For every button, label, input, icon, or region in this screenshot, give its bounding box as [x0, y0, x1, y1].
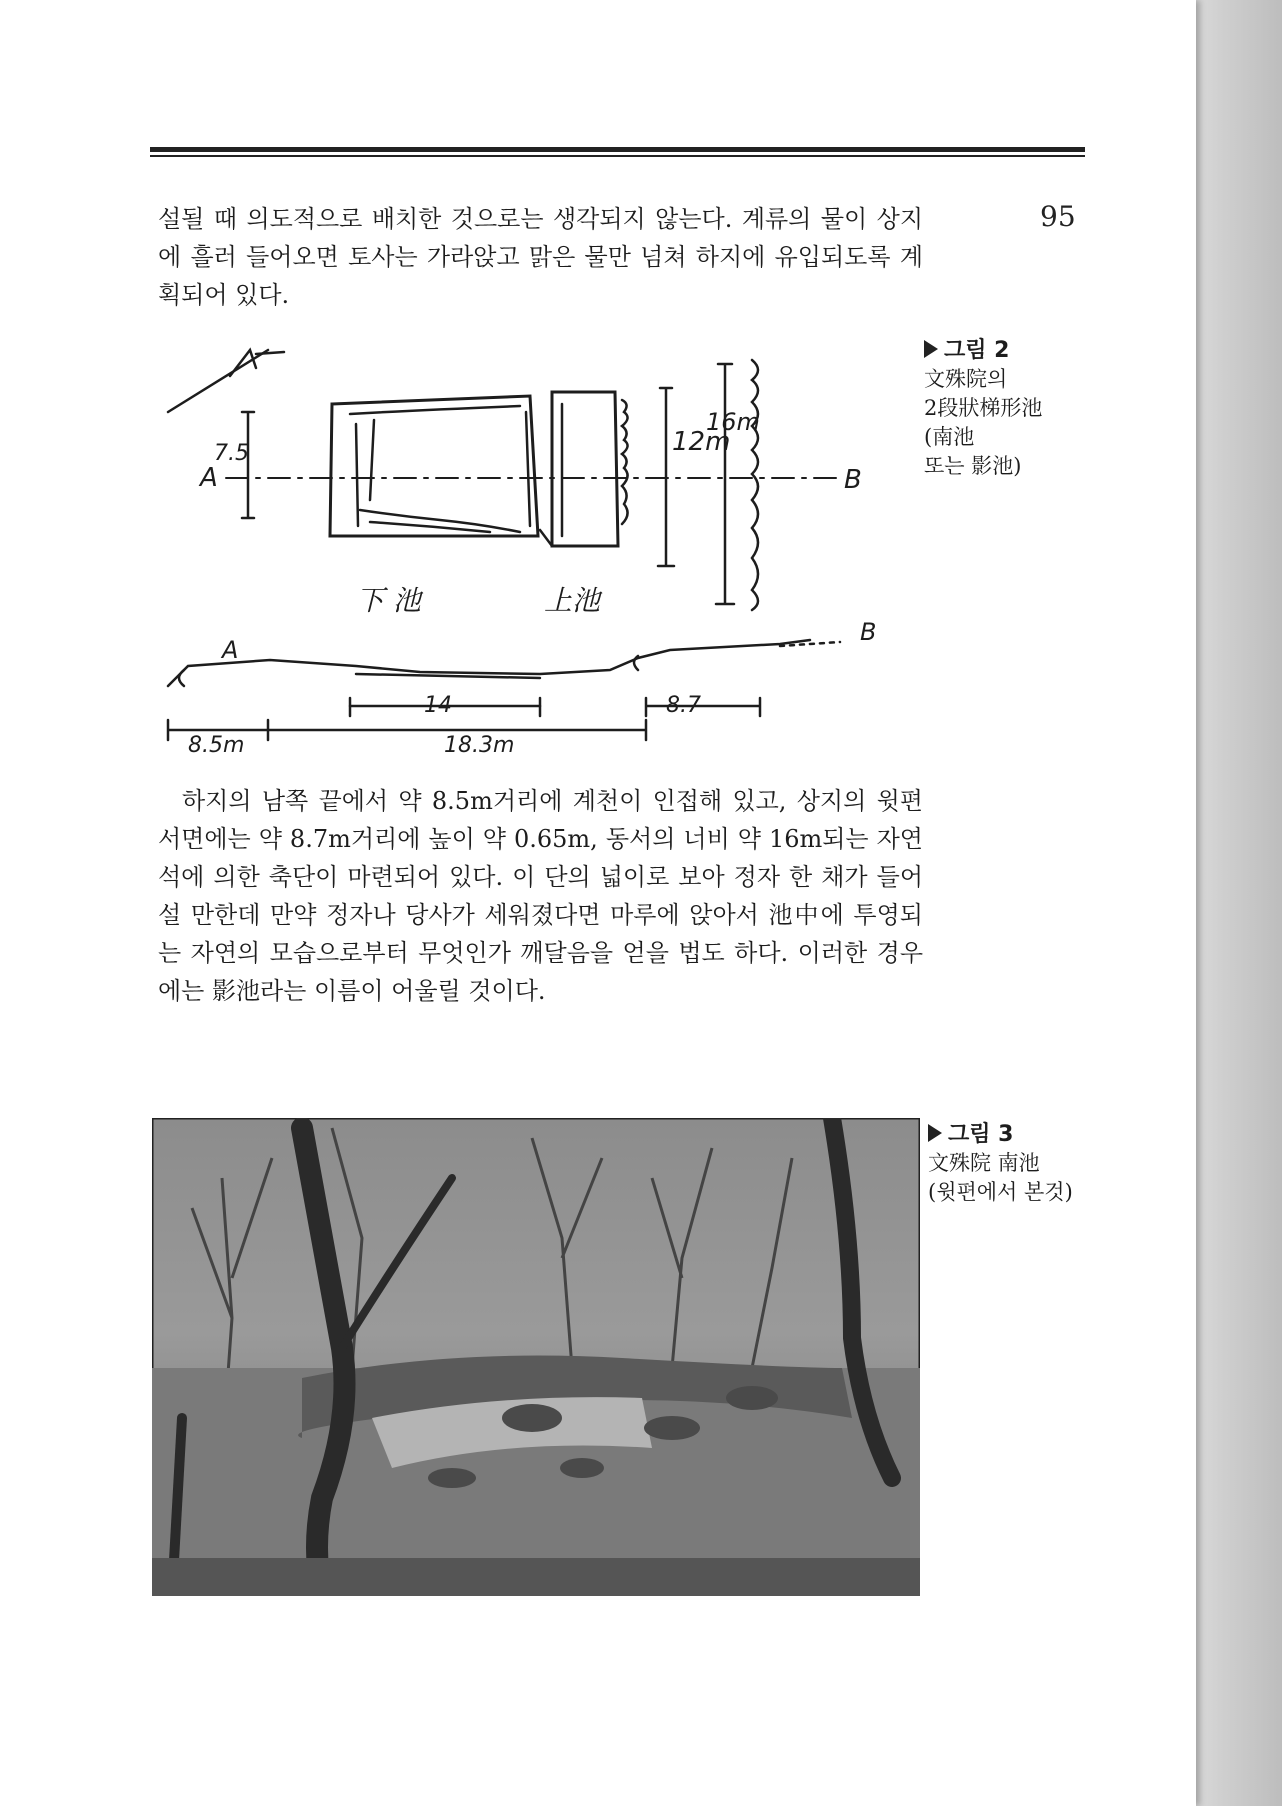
dimension-16m-line [716, 364, 734, 604]
triangle-marker-icon [928, 1124, 942, 1142]
triangle-marker-icon [924, 340, 938, 358]
dimension-8-7-label: 8.7 [666, 693, 701, 718]
figure-3-caption-line-2: (윗편에서 본것) [928, 1180, 1073, 1204]
section-b-label: B [860, 618, 877, 646]
pond-plan-sketch [160, 340, 900, 760]
north-arrow-head [230, 350, 256, 376]
figure-2-caption [924, 336, 1104, 481]
paragraph-2: 하지의 남쪽 끝에서 약 8.5m거리에 계천이 인접해 있고, 상지의 윗편 서면에는 약 8.7m거리에 높이 약 0.65m, 동서의 너비 약 16m되는 자연석에 의한 축단이 마련되어 있다. 이 단의 넓이로 보아 정자 한 채가 들어설 만한데 만약 정자나 당사가 세워졌다면 마루에 앉아서 池中에 투영되는 자연의 모습으로부터 무엇인가 깨달음을 얻을 법도 하다. 이러한 경우에는 影池라는 이름이 어울릴 것이다. [158, 787, 923, 1005]
point-a-label: A [200, 463, 218, 493]
lower-pond-outline [330, 396, 538, 536]
figure-2-caption-line-1: 文殊院의 [924, 367, 1008, 391]
figure-2-caption-line-2: 2段狀梯形池 [924, 396, 1043, 420]
dimension-8-7-line [646, 698, 760, 716]
point-b-label: B [844, 465, 862, 495]
paragraph-1: 설될 때 의도적으로 배치한 것으로는 생각되지 않는다. 계류의 물이 상지에 흘러 들어오면 토사는 가라앉고 맑은 물만 넘쳐 하지에 유입되도록 계획되어 있다. [158, 205, 923, 309]
dimension-12m-label: 12m [672, 427, 731, 457]
header-rule-thin [150, 155, 1085, 157]
dimension-14-label: 14 [424, 693, 452, 718]
figure-2-caption-line-4: 또는 影池) [924, 454, 1022, 478]
pond-photograph [152, 1118, 920, 1596]
section-a-label: A [222, 636, 239, 664]
dimension-18-3m-label: 18.3m [444, 733, 515, 758]
dimension-7-5-label: 7.5 [214, 441, 249, 466]
figure-2-caption-line-3: (南池 [924, 425, 975, 449]
section-ground-line [168, 640, 810, 686]
header-rule-thick [150, 147, 1085, 152]
upper-pond-label: 上池 [544, 584, 601, 617]
stone-terrace-outline [752, 360, 758, 610]
dimension-8-5m-label: 8.5m [188, 733, 245, 758]
figure-3-caption [928, 1120, 1128, 1207]
figure-3-label: 그림 3 [928, 1120, 1128, 1149]
page-edge [1190, 0, 1282, 1806]
figure-2-label: 그림 2 [924, 336, 1104, 365]
lower-pond-label: 下 池 [356, 584, 421, 617]
figure-3-caption-line-1: 文殊院 南池 [928, 1151, 1040, 1175]
page-number: 95 [1040, 200, 1076, 233]
dimension-16m-label: 16m [706, 408, 760, 436]
